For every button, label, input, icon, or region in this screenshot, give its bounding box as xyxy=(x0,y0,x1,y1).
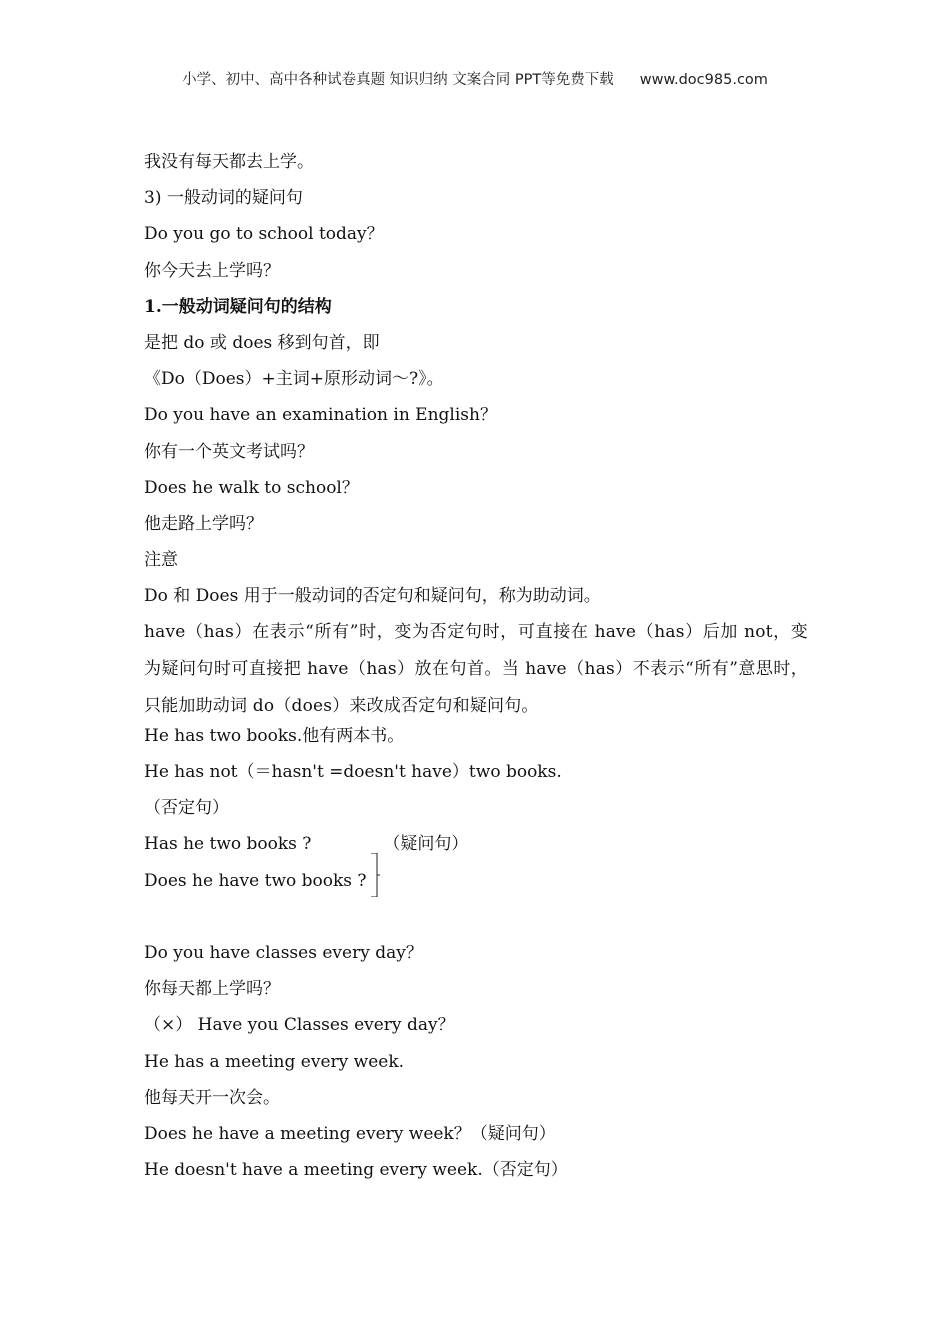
example-sentence: He doesn't have a meeting every week.（否定句） xyxy=(144,1160,568,1181)
example-sentence: Does he have two books ? xyxy=(144,870,367,891)
example-sentence: Do you have an examination in English？ xyxy=(144,405,497,426)
text-line: Do 和 Does 用于一般动词的否定句和疑问句，称为助动词。 xyxy=(144,586,601,607)
translation: 你有一个英文考试吗？ xyxy=(144,441,314,462)
sentence-type-label: （否定句） xyxy=(144,798,229,819)
formula-line: 《Do（Does）+主词+原形动词～?》。 xyxy=(144,369,444,390)
page-header xyxy=(0,68,950,89)
section-heading: 3) 一般动词的疑问句 xyxy=(144,188,303,209)
example-sentence: Does he walk to school？ xyxy=(144,477,359,498)
example-sentence: He has two books.他有两本书。 xyxy=(144,725,405,746)
example-sentence: Does he have a meeting every week？（疑问句） xyxy=(144,1123,556,1144)
header-text: 小学、初中、高中各种试卷真题 知识归纳 文案合同 PPT等免费下载 xyxy=(182,72,614,88)
document-body xyxy=(144,150,808,1194)
explanation-paragraph: have（has）在表示“所有”时，变为否定句时，可直接在 have（has）后加 not，变为疑问句时可直接把 have（has）放在句首。当 have（has）不表示“所有”意思时，只能加助动词 do（does）来改成否定句和疑问句。 xyxy=(144,622,808,717)
translation: 你每天都上学吗？ xyxy=(144,979,280,1000)
sentence-type-label: （疑问句） xyxy=(383,834,469,855)
translation: 他走路上学吗？ xyxy=(144,513,263,534)
incorrect-example: （×） Have you Classes every day？ xyxy=(144,1015,455,1036)
example-sentence: He has not（＝hasn't =doesn't have）two books. xyxy=(144,762,562,783)
bracket-icon xyxy=(370,853,380,897)
note-label: 注意 xyxy=(144,550,178,571)
example-sentence xyxy=(144,832,808,868)
translation: 你今天去上学吗？ xyxy=(144,260,280,281)
example-sentence: He has a meeting every week. xyxy=(144,1051,405,1072)
translation: 他每天开一次会。 xyxy=(144,1087,280,1108)
subheading: 1.一般动词疑问句的结构 xyxy=(144,296,332,317)
spacer xyxy=(144,905,808,941)
header-site-link[interactable]: www.doc985.com xyxy=(639,72,768,88)
example-sentence: Do you have classes every day？ xyxy=(144,942,423,963)
text-line: 我没有每天都去上学。 xyxy=(144,152,314,172)
question-sentence: Has he two books ? xyxy=(144,834,312,855)
example-sentence: Do you go to school today？ xyxy=(144,224,384,245)
text-line: 是把 do 或 does 移到句首，即 xyxy=(144,332,380,353)
